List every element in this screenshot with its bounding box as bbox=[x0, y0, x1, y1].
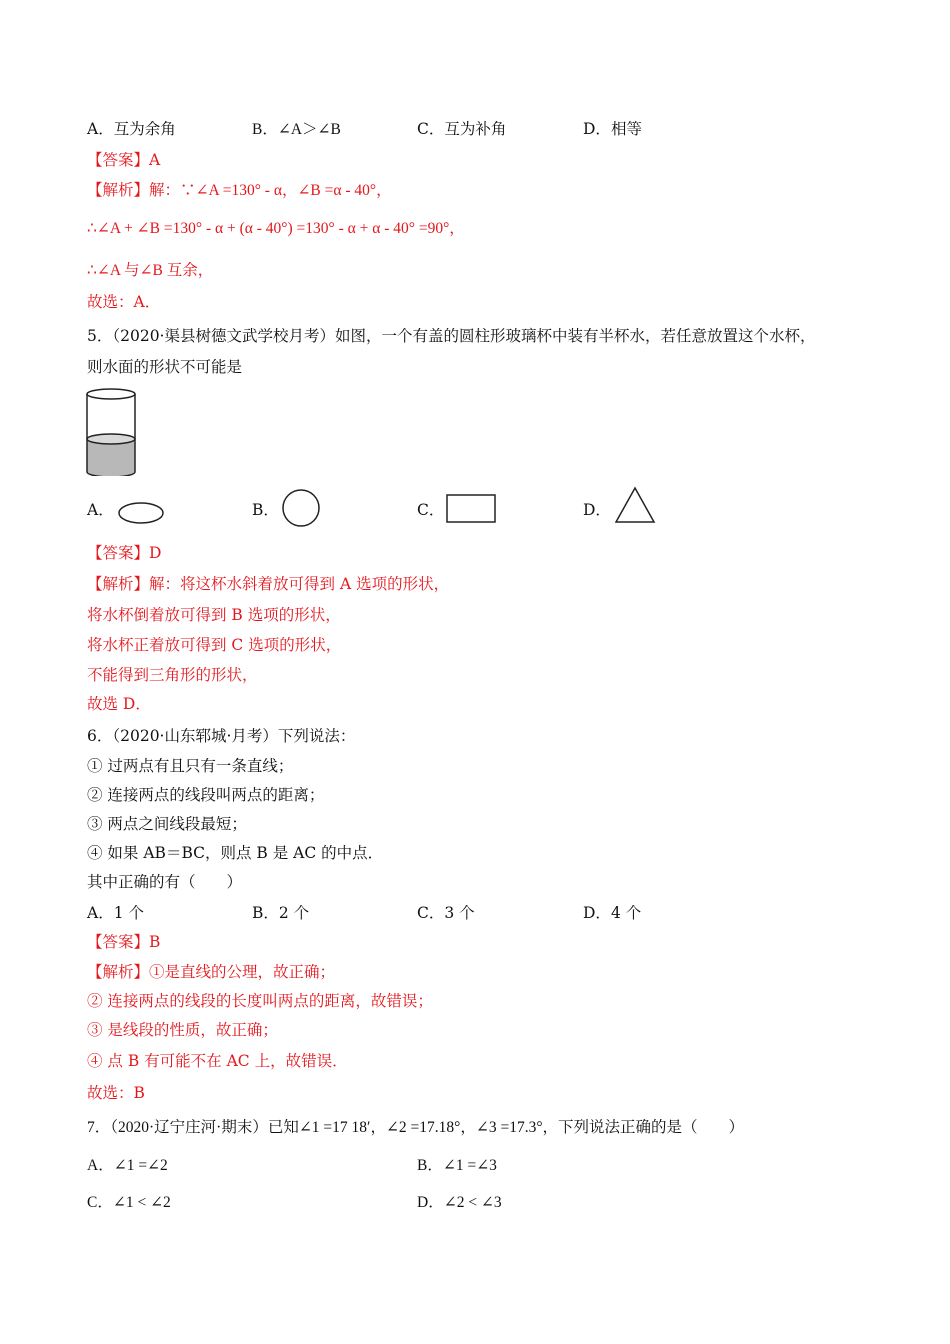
q6-option-a: A．1 个 bbox=[87, 904, 144, 922]
q4-option-c: C．互为补角 bbox=[417, 120, 507, 138]
q7-options-row1 bbox=[0, 1153, 950, 1175]
triangle-shape bbox=[614, 485, 658, 525]
q6-analysis-2: ② 连接两点的线段的长度叫两点的距离，故错误； bbox=[87, 992, 433, 1010]
q4-answer: 【答案】A bbox=[87, 151, 161, 169]
q4-analysis-1: 【解析】解：∵∠A =130° - α，∠B =α - 40°， bbox=[87, 182, 392, 199]
q5-analysis-4: 不能得到三角形的形状， bbox=[87, 666, 258, 684]
q7-option-c: C．∠1 < ∠2 bbox=[87, 1194, 171, 1211]
circle-shape bbox=[280, 487, 322, 529]
q5-option-a-label: A． bbox=[87, 501, 114, 519]
q5-option-b-label: B． bbox=[252, 501, 279, 519]
q6-statement-3: ③ 两点之间线段最短； bbox=[87, 815, 247, 833]
q4-option-b: B．∠A＞∠B bbox=[252, 121, 341, 138]
q4-option-a: A．互为余角 bbox=[87, 120, 176, 138]
q6-analysis-1: 【解析】①是直线的公理，故正确； bbox=[87, 963, 336, 981]
q4-analysis-3: ∴∠A 与∠B 互余， bbox=[87, 262, 214, 279]
q5-stem-line1: 5．（2020·渠县树德文武学校月考）如图，一个有盖的圆柱形玻璃杯中装有半杯水，若任意放置这个水杯， bbox=[87, 327, 816, 345]
q5-analysis-2: 将水杯倒着放可得到 B 选项的形状， bbox=[87, 606, 341, 624]
q6-statement-4: ④ 如果 AB＝BC，则点 B 是 AC 的中点． bbox=[87, 844, 384, 862]
q6-statement-2: ② 连接两点的线段叫两点的距离； bbox=[87, 786, 325, 804]
q7-option-d: D．∠2 < ∠3 bbox=[417, 1194, 502, 1211]
q5-conclusion: 故选 D． bbox=[87, 695, 151, 713]
q7-options-row2 bbox=[0, 1190, 950, 1212]
q6-option-c: C．3 个 bbox=[417, 904, 475, 922]
q6-options bbox=[0, 901, 950, 923]
q6-option-d: D．4 个 bbox=[583, 904, 642, 922]
q5-analysis-1: 【解析】解：将这杯水斜着放可得到 A 选项的形状， bbox=[87, 575, 450, 593]
q4-option-d: D．相等 bbox=[583, 120, 642, 138]
q6-analysis-3: ③ 是线段的性质，故正确； bbox=[87, 1021, 278, 1039]
q6-conclusion: 故选：B bbox=[87, 1084, 145, 1102]
q6-statement-1: ① 过两点有且只有一条直线； bbox=[87, 757, 294, 775]
rectangle-shape bbox=[445, 493, 499, 525]
q5-option-c-label: C． bbox=[417, 501, 445, 519]
q7-option-a: A．∠1 =∠2 bbox=[87, 1157, 168, 1174]
q5-stem-line2: 则水面的形状不可能是 bbox=[87, 358, 243, 376]
q6-option-b: B．2 个 bbox=[252, 904, 310, 922]
q5-answer: 【答案】D bbox=[87, 544, 162, 562]
q7-stem: 7．（2020·辽宁庄河·期末）已知∠1 =17 18′，∠2 =17.18°，∠3 =17.3°，下列说法正确的是（ ） bbox=[87, 1119, 745, 1136]
q6-analysis-4: ④ 点 B 有可能不在 AC 上，故错误． bbox=[87, 1052, 348, 1070]
q4-conclusion: 故选：A． bbox=[87, 293, 161, 311]
q5-analysis-3: 将水杯正着放可得到 C 选项的形状， bbox=[87, 636, 342, 654]
q6-question: 其中正确的有（ ） bbox=[87, 873, 243, 891]
q7-option-b: B．∠1 =∠3 bbox=[417, 1157, 497, 1174]
q4-analysis-2: ∴∠A + ∠B =130° - α + (α - 40°) =130° - α + α - 40° =90°， bbox=[87, 220, 465, 237]
q5-option-d-label: D． bbox=[583, 501, 611, 519]
cylinder-cup-figure bbox=[84, 384, 140, 476]
ellipse-shape bbox=[117, 500, 165, 526]
q6-answer: 【答案】B bbox=[87, 933, 161, 951]
q6-stem: 6．（2020·山东郓城·月考）下列说法： bbox=[87, 727, 356, 745]
q4-options bbox=[0, 117, 950, 139]
